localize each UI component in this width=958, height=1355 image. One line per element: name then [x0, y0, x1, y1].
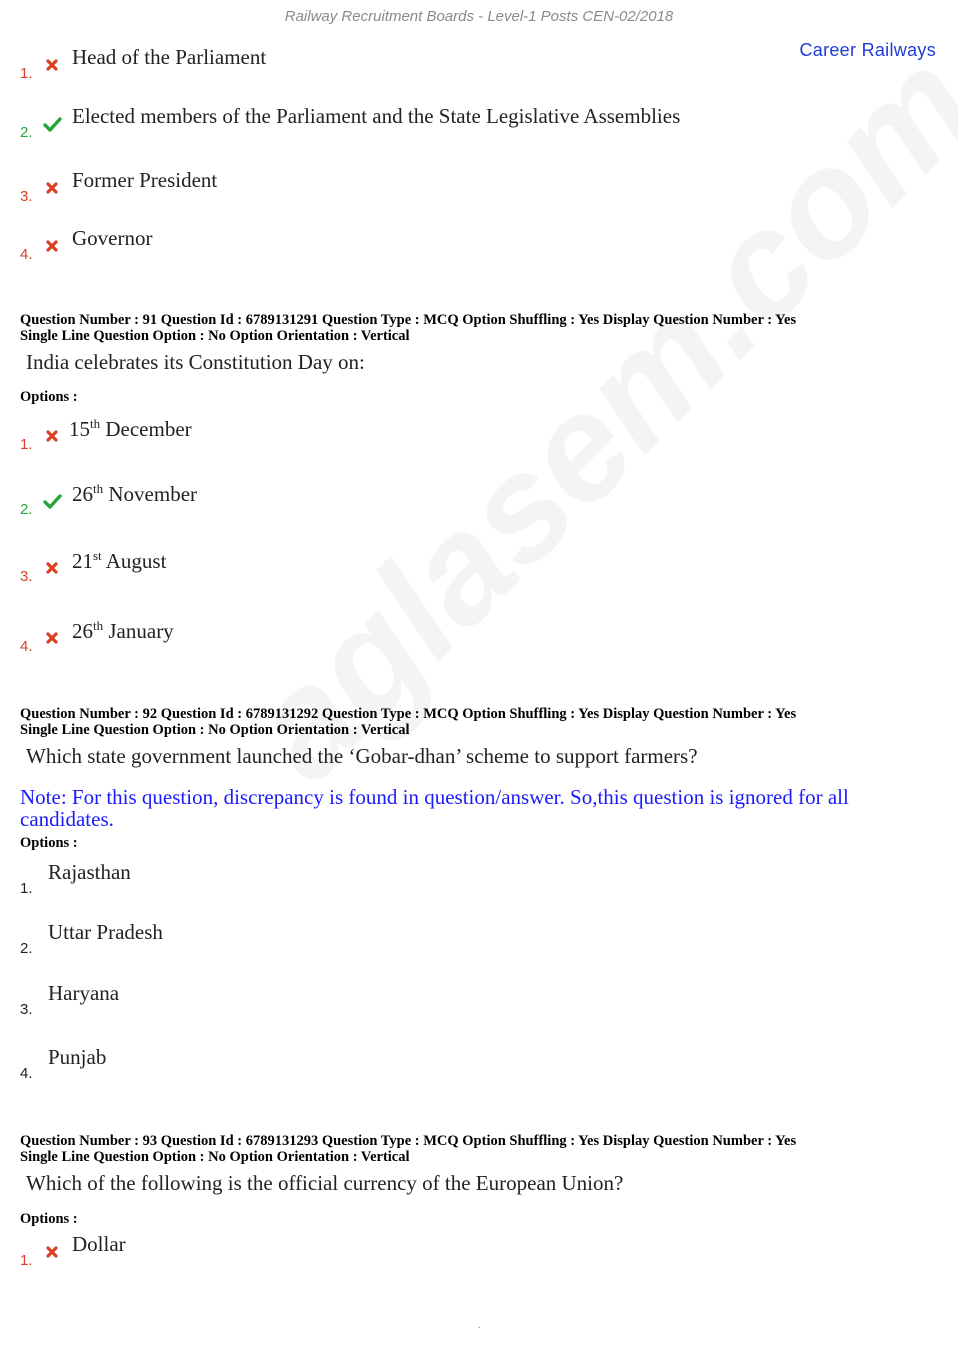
cross-icon	[42, 236, 62, 256]
option-number: 3.	[20, 568, 33, 585]
option-number: 4.	[20, 1065, 33, 1082]
cross-icon	[42, 55, 62, 75]
option-text: Elected members of the Parliament and the State Legislative Assemblies	[72, 104, 681, 128]
question-meta-line-2: Single Line Question Option : No Option Orientation : Vertical	[20, 1149, 410, 1165]
option-text: Haryana	[48, 981, 120, 1005]
question-meta	[20, 1133, 940, 1165]
options-label: Options :	[20, 389, 78, 405]
option-number: 2.	[20, 124, 33, 141]
option-number: 3.	[20, 188, 33, 205]
question-meta-line-1: Question Number : 93 Question Id : 6789131293 Question Type : MCQ Option Shuffling : Yes Display Question Number : Yes	[20, 1133, 797, 1149]
option-text: 26th January	[72, 618, 174, 643]
option-text: Punjab	[48, 1045, 107, 1069]
option-number: 2.	[20, 501, 33, 518]
option-text: 21st August	[72, 548, 167, 573]
options-label: Options :	[20, 835, 78, 851]
option-text: Governor	[72, 226, 153, 250]
question-text: Which state government launched the ‘Gobar-dhan’ scheme to support farmers?	[26, 744, 698, 768]
cross-icon	[42, 628, 62, 648]
check-icon	[42, 491, 62, 511]
cross-icon	[42, 1242, 62, 1262]
option-number: 1.	[20, 436, 33, 453]
option-text: Rajasthan	[48, 860, 131, 884]
cross-icon	[42, 178, 62, 198]
watermark	[215, 18, 958, 812]
question-meta-line-1: Question Number : 91 Question Id : 6789131291 Question Type : MCQ Option Shuffling : Yes Display Question Number : Yes	[20, 312, 797, 328]
option-number: 1.	[20, 65, 33, 82]
option-text: Head of the Parliament	[72, 45, 267, 69]
question-meta	[20, 312, 940, 344]
brand-text: Career Railways	[799, 40, 936, 60]
question-text: India celebrates its Constitution Day on:	[26, 350, 365, 374]
option-number: 4.	[20, 246, 33, 263]
question-meta-line-2: Single Line Question Option : No Option Orientation : Vertical	[20, 328, 410, 344]
page-header: Railway Recruitment Boards - Level-1 Posts CEN-02/2018	[284, 8, 674, 25]
option-text: 26th November	[72, 481, 198, 506]
option-number: 4.	[20, 638, 33, 655]
question-meta-line-1: Question Number : 92 Question Id : 6789131292 Question Type : MCQ Option Shuffling : Yes Display Question Number : Yes	[20, 706, 797, 722]
question-meta	[20, 706, 940, 738]
option-text: Dollar	[72, 1232, 126, 1256]
discrepancy-note: Note: For this question, discrepancy is found in question/answer. So,this question is ignored for all candidates.	[20, 785, 849, 831]
option-number: 1.	[20, 880, 33, 897]
option-number: 3.	[20, 1001, 33, 1018]
option-number: 2.	[20, 940, 33, 957]
question-meta-line-2: Single Line Question Option : No Option Orientation : Vertical	[20, 722, 410, 738]
cross-icon	[42, 426, 62, 446]
option-number: 1.	[20, 1252, 33, 1269]
option-text: 15th December	[69, 416, 192, 441]
cross-icon	[42, 558, 62, 578]
footer-mark: .	[478, 1320, 481, 1331]
question-text: Which of the following is the official currency of the European Union?	[26, 1171, 624, 1195]
option-text: Uttar Pradesh	[48, 920, 163, 944]
options-label: Options :	[20, 1211, 78, 1227]
check-icon	[42, 114, 62, 134]
option-text: Former President	[72, 168, 218, 192]
